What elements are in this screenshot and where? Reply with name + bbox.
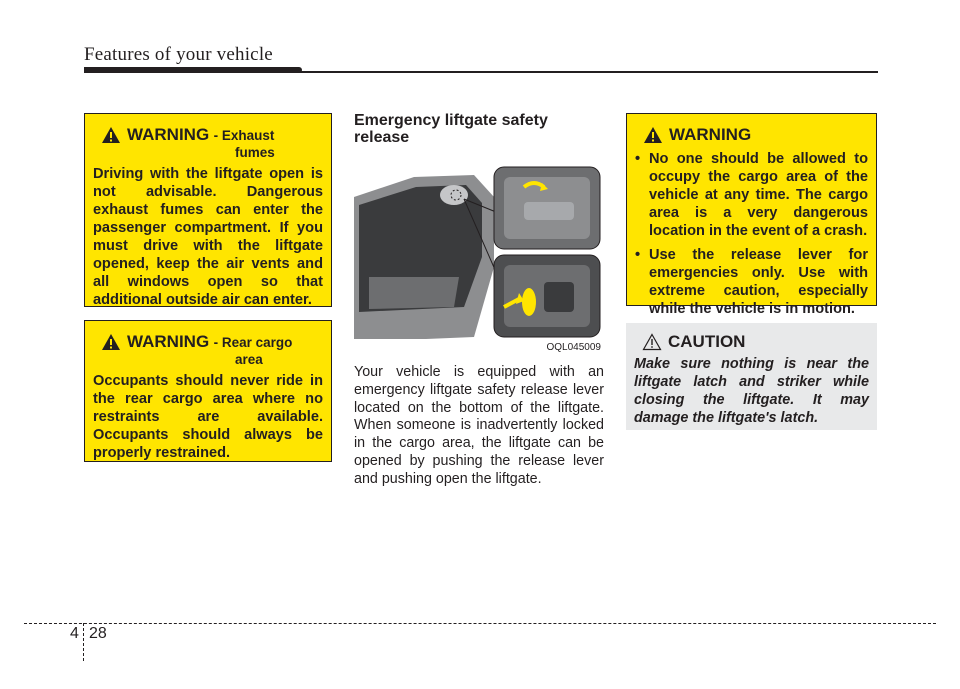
- warning-item-text: Use the release lever for emergencies only. Use with extreme caution, especially while the vehicle is in motion.: [649, 247, 868, 317]
- bullet: •: [635, 247, 641, 263]
- warning-title: WARNING: [127, 125, 210, 144]
- section-body-text: Your vehicle is equipped with an emergency liftgate safety release lever located on the bottom of the liftgate. When someone is inadvertently locked in the cargo area, the liftgate can be opened by pushing the release lever and pushing open the liftgate.: [354, 364, 604, 487]
- warning-list: [635, 150, 868, 318]
- warning-title: WARNING: [669, 125, 752, 144]
- bullet: •: [635, 151, 641, 167]
- caution-text: Make sure nothing is near the liftgate latch and striker while closing the liftgate. It may damage the liftgate's latch.: [634, 356, 869, 426]
- warning-triangle-icon: [101, 333, 121, 351]
- footer-divider: [83, 623, 84, 661]
- list-item: [635, 246, 868, 318]
- liftgate-illustration: [354, 157, 605, 354]
- warning-occupy-box: [626, 113, 877, 317]
- warning-subtitle-cont: fumes: [235, 145, 275, 160]
- header-title: Features of your vehicle: [84, 44, 273, 65]
- warning-exhaust-box: [84, 113, 332, 307]
- warning-title: WARNING: [127, 332, 210, 351]
- footer-rule: [24, 623, 936, 624]
- figure-code: OQL045009: [546, 342, 601, 353]
- warning-subtitle: - Rear cargo: [213, 335, 293, 350]
- caution-box: [626, 323, 877, 430]
- warning-item-text: No one should be allowed to occupy the cargo area of the vehicle at any time. The cargo area is a very dangerous location in the event of a crash.: [649, 151, 868, 239]
- caution-triangle-icon: [642, 333, 662, 351]
- caution-title: CAUTION: [668, 332, 746, 351]
- warning-cargo-text: Occupants should never ride in the rear cargo area where no restraints are available. Occupants should always be properly restrained.: [93, 373, 323, 461]
- header-rule: [84, 71, 878, 73]
- warning-cargo-box: [84, 320, 332, 462]
- warning-exhaust-text: Driving with the liftgate open is not advisable. Dangerous exhaust fumes can enter the passenger compartment. If you must drive with the liftgate opened, keep the air vents and all windows open so that additional outside air can enter.: [93, 166, 323, 308]
- warning-subtitle-cont: area: [235, 352, 263, 367]
- warning-triangle-icon: [643, 126, 663, 144]
- warning-triangle-icon: [101, 126, 121, 144]
- warning-subtitle: - Exhaust: [213, 128, 275, 143]
- page-number: 28: [89, 625, 107, 642]
- section-title: Emergency liftgate safety release: [354, 112, 548, 146]
- list-item: [635, 150, 868, 240]
- chapter-number: 4: [70, 625, 79, 642]
- liftgate-release-figure: [354, 157, 605, 354]
